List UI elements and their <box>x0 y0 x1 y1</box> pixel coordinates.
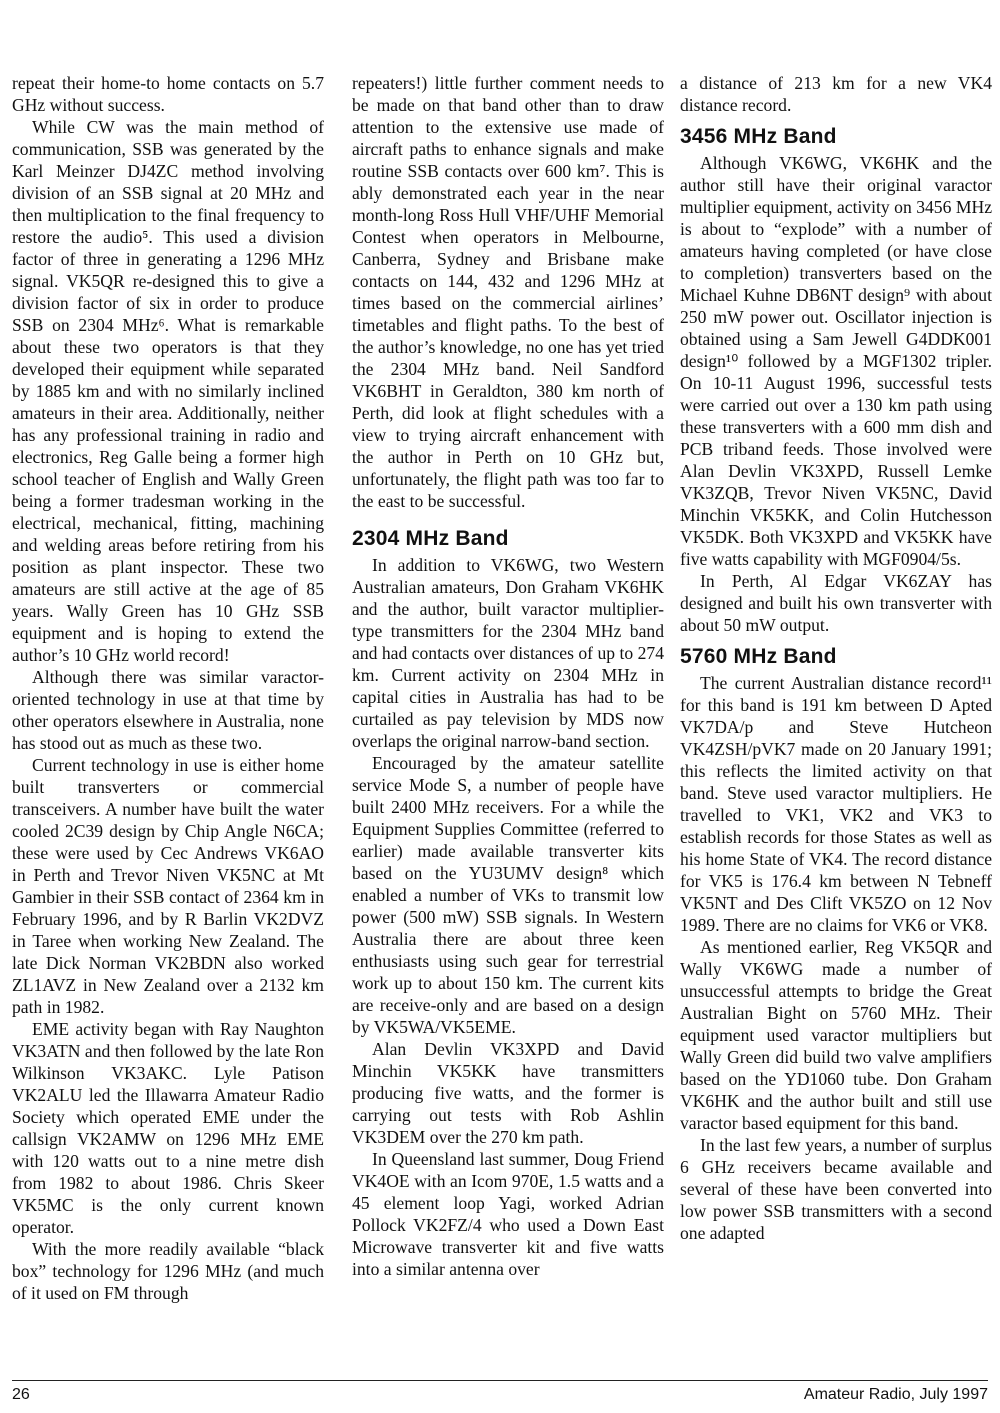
body-paragraph: In addition to VK6WG, two Western Australian amateurs, Don Graham VK6HK and the author, built varactor multiplier-type transmitters for the 2304 MHz band and had contacts over distances of up to 274 km. Current activity on 2304 MHz in capital cities in Australia has had to be curtailed as pay television by MDS now overlaps the original narrow-band section. <box>352 555 664 751</box>
body-paragraph: Current technology in use is either home built transverters or commercial transceivers. A number have built the water cooled 2C39 design by Chip Angle N6CA; these were used by Cec Andrews VK6AO in Perth and Trevor Niven VK5NC at Mt Gambier in their SSB contact of 2364 km in February 1996, and by R Barlin VK2DVZ in Taree when working New Zealand. The late Dick Norman VK2BDN also worked ZL1AVZ in New Zealand over a 2132 km path in 1982. <box>12 755 324 1017</box>
body-paragraph: Alan Devlin VK3XPD and David Minchin VK5KK have transmitters producing five watts, and the former is carrying out tests with Rob Ashlin VK3DEM over the 270 km path. <box>352 1039 664 1147</box>
section-heading: 3456 MHz Band <box>680 125 837 148</box>
body-paragraph: repeaters!) little further comment needs to be made on that band other than to draw attention to the extensive use made of aircraft paths to enhance signals and make routine SSB contacts over 600 km⁷. This is ably demonstrated each year in the near month-long Ross Hull VHF/UHF Memorial Contest when operators in Melbourne, Canberra, Sydney and Brisbane make contacts on 144, 432 and 1296 MHz at times based on the commercial airlines’ timetables and flight paths. To the best of the author’s knowledge, no one has yet tried the 2304 MHz band. Neil Sandford VK6BHT in Geraldton, 380 km north of Perth, did look at flight schedules with a view to trying aircraft enhancement with the author in Perth on 10 GHz but, unfortunately, the flight path was too far to the east to be successful. <box>352 73 664 511</box>
body-paragraph: As mentioned earlier, Reg VK5QR and Wally VK6WG made a number of unsuccessful attempts to bridge the Great Australian Bight on 5760 MHz. Their equipment used varactor multipliers but Wally Green did build two valve amplifiers based on the YD1060 tube. Don Graham VK6HK and the author built and still use varactor based equipment for this band. <box>680 937 992 1133</box>
body-paragraph: EME activity began with Ray Naughton VK3ATN and then followed by the late Ron Wilkinson VK3AKC. Lyle Patison VK2ALU led the Illawarra Amateur Radio Society which operated EME under the callsign VK2AMW on 1296 MHz EME with 120 watts out to a nine metre dish from 1982 to about 1986. Chris Skeer VK5MC is the only current known operator. <box>12 1019 324 1237</box>
body-paragraph: In the last few years, a number of surplus 6 GHz receivers became available and several of these have been converted into low power SSB transmitters with a second one adapted <box>680 1135 992 1243</box>
body-paragraph: Although there was similar varactor-oriented technology in use at that time by other operators elsewhere in Australia, none has stood out as much as these two. <box>12 667 324 753</box>
section-heading: 2304 MHz Band <box>352 527 509 550</box>
page-number: 26 <box>12 1386 30 1403</box>
body-paragraph: While CW was the main method of communication, SSB was generated by the Karl Meinzer DJ4ZC method involving division of an SSB signal at 20 MHz and then multiplication to the final frequency to restore the audio⁵. This used a division factor of three in generating a 1296 MHz signal. VK5QR re-designed this to give a division factor of six in order to produce SSB on 2304 MHz⁶. What is remarkable about these two operators is that they developed their equipment while separated by 1885 km and with no similarly inclined amateurs in their area. Additionally, neither has any professional training in radio and electronics, Reg Galle being a former high school teacher of English and Wally Green being a former tradesman working in the electrical, mechanical, fitting, machining and welding areas before retiring from his position as plant inspector. These two amateurs are still active at the age of 85 years. Wally Green has 10 GHz SSB equipment and is hoping to extend the author’s 10 GHz world record! <box>12 117 324 665</box>
section-heading: 5760 MHz Band <box>680 645 837 668</box>
text-column-2 <box>352 72 664 1280</box>
body-paragraph: With the more readily available “black box” technology for 1296 MHz (and much of it used on FM through <box>12 1239 324 1303</box>
footer-rule <box>12 1380 988 1381</box>
publication-footer: Amateur Radio, July 1997 <box>803 1386 988 1403</box>
text-column-3 <box>680 72 992 1244</box>
body-paragraph: a distance of 213 km for a new VK4 distance record. <box>680 73 992 115</box>
body-paragraph: The current Australian distance record¹¹ for this band is 191 km between D Apted VK7DA/p and Steve Hutcheon VK4ZSH/pVK7 made on 20 January 1991; this reflects the limited activity on that band. Steve used varactor multipliers. He travelled to VK1, VK2 and VK3 to establish records for those States as well as his home State of VK4. The record distance for VK5 is 176.4 km between N Tebneff VK5NT and Des Clift VK5ZO on 12 Nov 1989. There are no claims for VK6 or VK8. <box>680 673 992 935</box>
body-paragraph: In Queensland last summer, Doug Friend VK4OE with an Icom 970E, 1.5 watts and a 45 element loop Yagi, worked Adrian Pollock VK2FZ/4 who used a Down East Microwave transverter kit and five watts into a similar antenna over <box>352 1149 664 1279</box>
body-paragraph: Although VK6WG, VK6HK and the author still have their original varactor multiplier equipment, activity on 3456 MHz is about to “explode” with a number of amateurs having completed (or have close to completion) transverters based on the Michael Kuhne DB6NT design⁹ with about 250 mW power out. Oscillator injection is obtained using a Sam Jewell G4DDK001 design¹⁰ followed by a MGF1302 tripler. On 10-11 August 1996, successful tests were carried out over a 130 km path using these transverters with a 600 mm dish and PCB triband feeds. Those involved were Alan Devlin VK3XPD, Russell Lemke VK3ZQB, Trevor Niven VK5NC, David Minchin VK5KK, and Colin Hutchesson VK5DK. Both VK3XPD and VK5KK have five watts capability with MGF0904/5s. <box>680 153 992 569</box>
body-paragraph: repeat their home-to home contacts on 5.7 GHz without success. <box>12 73 324 115</box>
text-column-1 <box>12 72 324 1304</box>
body-paragraph: In Perth, Al Edgar VK6ZAY has designed and built his own transverter with about 50 mW output. <box>680 571 992 635</box>
body-paragraph: Encouraged by the amateur satellite service Mode S, a number of people have built 2400 MHz receivers. For a while the Equipment Supplies Committee (referred to earlier) made available transverter kits based on the YU3UMV design⁸ which enabled a number of VKs to transmit low power (500 mW) SSB signals. In Western Australia there are about three keen enthusiasts using such gear for terrestrial work up to about 150 km. The current kits are receive-only and are based on a design by VK5WA/VK5EME. <box>352 753 664 1037</box>
